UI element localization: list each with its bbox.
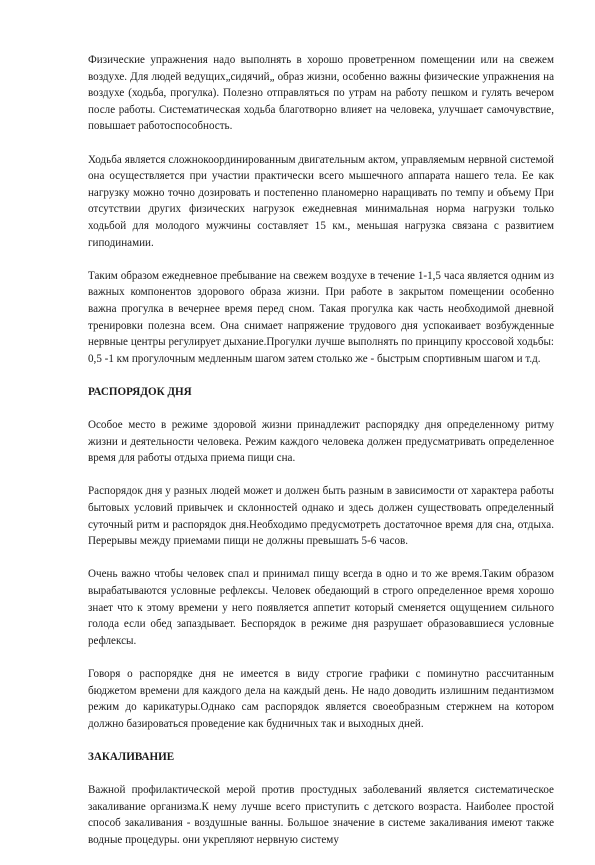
paragraph: Распорядок дня у разных людей может и должен быть разным в зависимости от характера работы бытовых условий привычек и склонностей однако и здесь должен существовать определенный суточный ритм и распорядок дня.Необходимо предусмотреть достаточное время для сна, отдыха. Перерывы между приемами пищи не должны превышать 5-6 часов.	[88, 485, 554, 548]
paragraph: Говоря о распорядке дня не имеется в виду строгие графики с поминутно рассчитанным бюджетом времени для каждого дела на каждый день. Не надо доводить излишним педантизмом режим до карикатуры.Однако сам распорядок является своеобразным стержнем на котором должно базироваться проведение как будничных так и выходных дней.	[88, 667, 554, 730]
section-heading: ЗАКАЛИВАНИЕ	[88, 750, 175, 763]
paragraph: Очень важно чтобы человек спал и принимал пищу всегда в одно и то же время.Таким образом вырабатываются условные рефлексы. Человек обедающий в строго определенное время хорошо знает что к этому времени у него появляется аппетит который сменяется ощущением сильного голода если обед запаздывает. Беспорядок в режиме дня разрушает образовавшиеся условные рефлексы.	[88, 568, 554, 647]
paragraph: Таким образом ежедневное пребывание на свежем воздухе в течение 1-1,5 часа является одним из важных компонентов здорового образа жизни. При работе в закрытом помещении особенно важна прогулка в вечернее время перед сном. Такая прогулка как часть необходимой дневной тренировки полезна всем. Она снимает напряжение трудового дня успокаивает возбужденные нервные центры регулирует дыхание.Прогулки лучше выполнять по принципу кроссовой ходьбы: 0,5 -1 км прогулочным медленным шагом затем столько же - быстрым спортивным шагом и т.д.	[88, 269, 554, 365]
paragraph: Важной профилактической мерой против простудных заболеваний является систематическое закаливание организма.К нему лучше всего приступить с детского возраста. Наиболее простой способ закаливания - воздушные ванны. Большое значение в системе закаливания имеют также водные процедуры. они укрепляют нервную систему	[88, 784, 554, 846]
paragraph: Особое место в режиме здоровой жизни принадлежит распорядку дня определенному ритму жизни и деятельности человека. Режим каждого человека должен предусматривать определенное время для работы отдыха приема пищи сна.	[88, 419, 554, 465]
paragraph: Ходьба является сложнокоординированным двигательным актом, управляемым нервной системой она осуществляется при участии практически всего мышечного аппарата нашего тела. Ее как нагрузку можно точно дозировать и постепенно планомерно наращивать по темпу и объему При отсутствии других физических нагрузок ежедневная минимальная норма нагрузки только ходьбой для молодого мужчины составляет 15 км., меньшая нагрузка связана с развитием гиподинамии.	[88, 153, 554, 249]
section-heading: РАСПОРЯДОК ДНЯ	[88, 385, 192, 398]
document-page	[88, 52, 554, 865]
paragraph: Физические упражнения надо выполнять в хорошо проветренном помещении или на свежем воздухе. Для людей ведущих„сидячий„ образ жизни, особенно важны физические упражнения на воздухе (ходьба, прогулка). Полезно отправляться по утрам на работу пешком и гулять вечером после работы. Систематическая ходьба благотворно влияет на человека, улучшает самочувствие, повышает работоспособность.	[88, 54, 554, 133]
